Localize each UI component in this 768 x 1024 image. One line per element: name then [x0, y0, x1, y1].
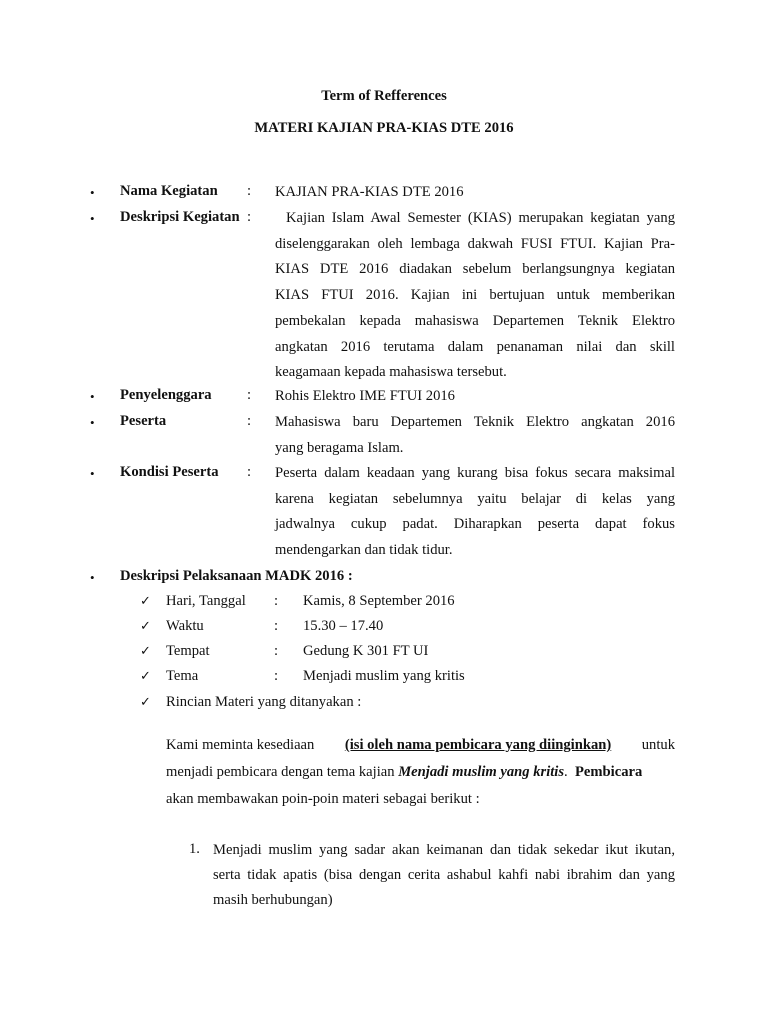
value-line: keagamaan kepada mahasiswa tersebut. [275, 364, 507, 381]
detail-colon: : [274, 643, 279, 659]
item-value-penyelenggara [275, 384, 675, 410]
bullet-icon: • [90, 570, 95, 585]
bullet-icon: • [90, 466, 95, 481]
detail-value-tema: Menjadi muslim yang kritis [303, 668, 465, 684]
value-line: karena kegiatan sebelumnya yaitu belajar di kelas yang [275, 490, 675, 507]
detail-label-waktu: Waktu [166, 618, 204, 634]
point-number: 1. [189, 841, 200, 857]
speaker-placeholder: (isi oleh nama pembicara yang diinginkan) [344, 737, 612, 753]
item-colon: : [247, 413, 252, 429]
item-colon: : [247, 183, 252, 199]
bullet-icon: • [90, 185, 95, 200]
detail-value-tempat: Gedung K 301 FT UI [303, 643, 429, 659]
item-colon: : [247, 464, 252, 480]
value-line: pembekalan kepada mahasiswa Departemen Teknik Elektro [275, 312, 675, 329]
value-line: jadwalnya cukup padat. Diharapkan peserta dapat fokus [275, 516, 675, 533]
detail-value-waktu: 15.30 – 17.40 [303, 618, 384, 634]
item-label-peserta: Peserta [120, 413, 167, 429]
value-line: KAJIAN PRA-KIAS DTE 2016 [275, 184, 464, 200]
checkmark-icon: ✓ [140, 695, 151, 710]
detail-colon: : [274, 668, 279, 684]
value-line: yang beragama Islam. [275, 439, 404, 456]
request-text: . [564, 764, 568, 780]
item-label-kondisi-peserta: Kondisi Peserta [120, 464, 219, 480]
value-line: Peserta dalam keadaan yang kurang bisa fokus secara maksimal [275, 465, 675, 481]
rincian-label: Rincian Materi yang ditanyakan : [166, 694, 362, 710]
theme-emphasis: Menjadi muslim yang kritis [398, 764, 565, 780]
checkmark-icon: ✓ [140, 594, 151, 609]
detail-label-hari: Hari, Tanggal [166, 593, 246, 609]
item-value-deskripsi-kegiatan [275, 206, 675, 386]
checkmark-icon: ✓ [140, 619, 151, 634]
request-text: menjadi pembicara dengan tema kajian [166, 764, 395, 780]
item-value-kondisi-peserta [275, 461, 675, 564]
value-line: KIAS DTE 2016 diadakan sebelum berlangsungnya kegiatan [275, 261, 675, 278]
request-line-3: akan membawakan poin-poin materi sebagai berikut : [166, 791, 480, 807]
value-line: Kajian Islam Awal Semester (KIAS) merupakan kegiatan yang [286, 210, 675, 226]
value-line: mendengarkan dan tidak tidur. [275, 542, 453, 559]
value-line: Mahasiswa baru Departemen Teknik Elektro angkatan 2016 [275, 414, 675, 430]
item-label-penyelenggara: Penyelenggara [120, 387, 212, 403]
bullet-icon: • [90, 389, 95, 404]
item-colon: : [247, 387, 252, 403]
point-line: Menjadi muslim yang sadar akan keimanan dan tidak sekedar ikut ikutan, [213, 842, 675, 858]
document-subtitle: MATERI KAJIAN PRA-KIAS DTE 2016 [254, 120, 514, 136]
point-line: serta tidak apatis (bisa dengan cerita ashabul kahfi nabi ibrahim dan yang [213, 867, 675, 883]
detail-colon: : [274, 593, 279, 609]
value-line: angkatan 2016 terutama dalam penanaman nilai dan skill [275, 338, 675, 355]
detail-label-tema: Tema [166, 668, 199, 684]
request-text: Kami meminta kesediaan [166, 737, 315, 753]
pelaksanaan-heading: Deskripsi Pelaksanaan MADK 2016 : [120, 568, 353, 584]
detail-value-hari: Kamis, 8 September 2016 [303, 593, 455, 609]
speaker-word: Pembicara [575, 764, 643, 780]
request-line-2 [166, 759, 675, 786]
request-line-1 [166, 732, 675, 759]
detail-colon: : [274, 618, 279, 634]
item-label-deskripsi-kegiatan: Deskripsi Kegiatan [120, 209, 240, 225]
checkmark-icon: ✓ [140, 669, 151, 684]
point-line: masih berhubungan) [213, 892, 333, 908]
checkmark-icon: ✓ [140, 644, 151, 659]
bullet-icon: • [90, 211, 95, 226]
document-title: Term of Refferences [321, 88, 447, 104]
item-value-peserta [275, 410, 675, 461]
value-line: Rohis Elektro IME FTUI 2016 [275, 388, 455, 404]
item-value-nama-kegiatan [275, 180, 675, 206]
request-paragraph [166, 732, 675, 813]
item-colon: : [247, 209, 252, 225]
value-line: KIAS FTUI 2016. Kajian ini bertujuan untuk memberikan [275, 287, 675, 304]
detail-label-tempat: Tempat [166, 643, 210, 659]
bullet-icon: • [90, 415, 95, 430]
point-text [213, 838, 675, 913]
item-label-nama-kegiatan: Nama Kegiatan [120, 183, 218, 199]
value-line: diselenggarakan oleh lembaga dakwah FUSI FTUI. Kajian Pra- [275, 235, 675, 252]
request-text: untuk [641, 737, 675, 753]
